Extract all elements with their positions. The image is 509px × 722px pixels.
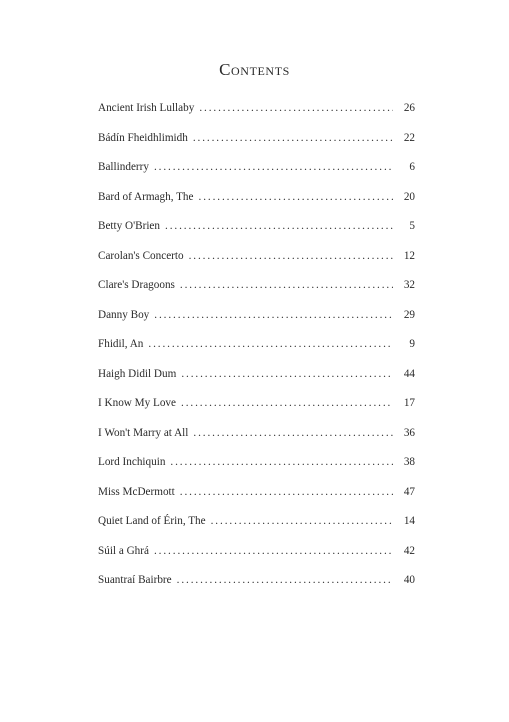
toc-entry-page: 14: [403, 515, 415, 527]
dot-leader: [199, 98, 393, 118]
toc-entry-title: Miss McDermott: [98, 485, 175, 498]
toc-entry[interactable]: [98, 246, 415, 276]
toc-entry[interactable]: [98, 541, 415, 571]
dot-leader: [154, 305, 393, 325]
toc-entry-page: 5: [409, 220, 415, 232]
toc-entry[interactable]: [98, 393, 415, 423]
toc-entry[interactable]: [98, 511, 415, 541]
toc-entry-page: 47: [403, 485, 415, 498]
dot-leader: [211, 511, 393, 531]
toc-entry-title: Haigh Didil Dum: [98, 367, 177, 380]
toc-entry[interactable]: [98, 157, 415, 187]
toc-entry-page: 26: [403, 102, 415, 114]
toc-entry[interactable]: [98, 187, 415, 217]
toc-entry-title: Suantraí Bairbre: [98, 574, 172, 586]
toc-entry-title: Fhidil, An: [98, 338, 144, 350]
toc-entry-page: 6: [409, 161, 415, 173]
toc-entry-page: 12: [403, 249, 415, 262]
toc-entry-title: Súil a Ghrá: [98, 544, 149, 557]
toc-entry[interactable]: [98, 334, 415, 364]
toc-entry-page: 29: [403, 308, 415, 321]
dot-leader: [180, 482, 393, 502]
dot-leader: [199, 187, 394, 207]
toc-entry[interactable]: [98, 482, 415, 512]
toc-entry-title: Bard of Armagh, The: [98, 190, 194, 203]
dot-leader: [148, 334, 393, 354]
toc-entry-title: Danny Boy: [98, 308, 150, 321]
toc-entry-page: 42: [403, 544, 415, 557]
toc-entry-page: 40: [403, 574, 415, 586]
toc-entry[interactable]: [98, 128, 415, 158]
toc-entry-page: 20: [403, 190, 415, 203]
dot-leader: [181, 364, 393, 384]
page-title: Contents: [219, 60, 290, 79]
dot-leader: [193, 423, 393, 443]
dot-leader: [165, 216, 393, 236]
toc-entry[interactable]: [98, 216, 415, 246]
toc-entry[interactable]: [98, 275, 415, 305]
toc-entry[interactable]: [98, 98, 415, 128]
dot-leader: [170, 452, 393, 472]
toc-entry-page: 36: [403, 426, 415, 439]
toc-entry-title: I Won't Marry at All: [98, 426, 189, 439]
toc-entry-page: 38: [403, 456, 415, 468]
toc-entry-page: 9: [409, 338, 415, 350]
dot-leader: [180, 275, 393, 295]
toc-entry-page: 44: [403, 367, 415, 380]
toc-entry-title: Betty O'Brien: [98, 220, 160, 232]
dot-leader: [193, 128, 393, 148]
toc-entry[interactable]: [98, 364, 415, 394]
toc-entry-page: 17: [403, 397, 415, 409]
toc-entry[interactable]: [98, 423, 415, 453]
dot-leader: [189, 246, 393, 266]
dot-leader: [154, 541, 393, 561]
toc-entry[interactable]: [98, 452, 415, 482]
toc-entry[interactable]: [98, 305, 415, 335]
table-of-contents: [98, 98, 415, 600]
dot-leader: [177, 570, 393, 590]
toc-entry-title: Ancient Irish Lullaby: [98, 102, 195, 114]
toc-entry-title: Ballinderry: [98, 161, 149, 173]
toc-entry-title: Bádín Fheidhlimidh: [98, 131, 188, 144]
toc-entry-title: Carolan's Concerto: [98, 249, 184, 262]
dot-leader: [181, 393, 393, 413]
toc-entry-title: Clare's Dragoons: [98, 279, 175, 291]
toc-entry-page: 22: [403, 131, 415, 144]
toc-entry-title: Lord Inchiquin: [98, 456, 166, 468]
toc-entry[interactable]: [98, 570, 415, 600]
dot-leader: [154, 157, 393, 177]
toc-entry-title: I Know My Love: [98, 397, 176, 409]
toc-entry-title: Quiet Land of Érin, The: [98, 515, 206, 527]
toc-entry-page: 32: [403, 279, 415, 291]
